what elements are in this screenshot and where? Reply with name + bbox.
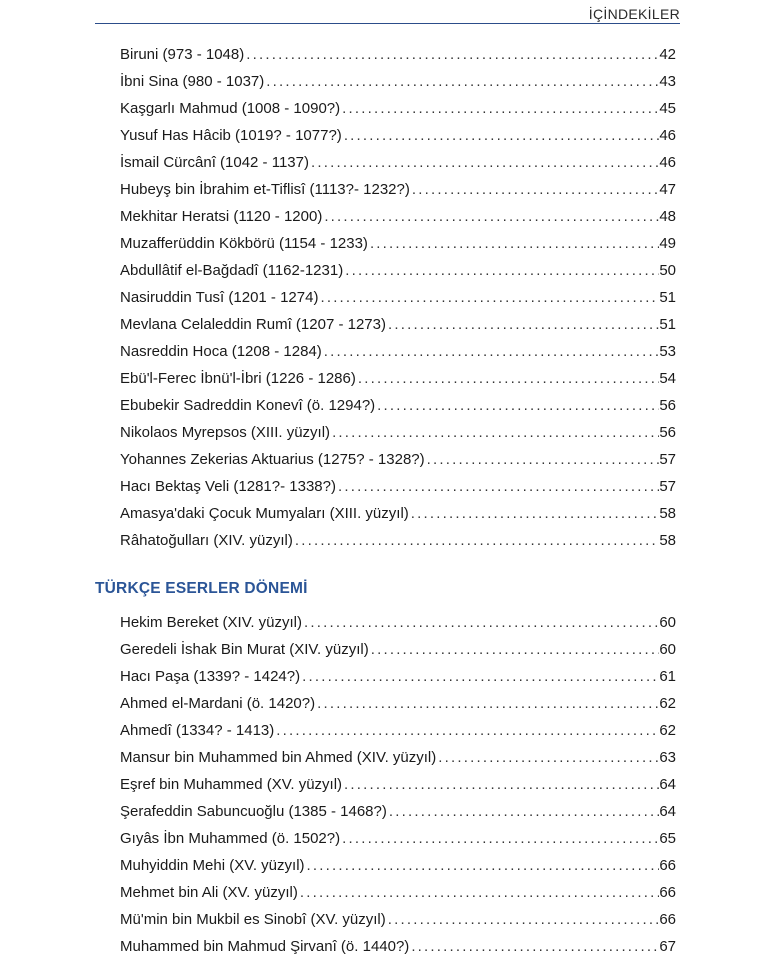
dot-leader (338, 473, 659, 500)
dot-leader (388, 906, 660, 933)
toc-entry-page: 66 (659, 857, 676, 874)
toc-entry[interactable] (120, 771, 676, 798)
toc-entry-title: Şerafeddin Sabuncuoğlu (1385 - 1468?) (120, 803, 387, 820)
toc-entry[interactable] (120, 365, 676, 392)
dot-leader (300, 879, 659, 906)
dot-leader (344, 122, 660, 149)
dot-leader (276, 717, 659, 744)
dot-leader (345, 257, 659, 284)
toc-entry-title: Amasya'daki Çocuk Mumyaları (XIII. yüzyıl) (120, 505, 409, 522)
toc-entry-page: 46 (659, 127, 676, 144)
toc-entry-page: 42 (659, 46, 676, 63)
toc-entry-page: 50 (659, 262, 676, 279)
toc-entry[interactable] (120, 122, 676, 149)
toc-entry-page: 64 (659, 803, 676, 820)
toc-entry-title: Nasreddin Hoca (1208 - 1284) (120, 343, 322, 360)
dot-leader (324, 203, 659, 230)
dot-leader (389, 798, 659, 825)
toc-entry[interactable] (120, 149, 676, 176)
toc-entry-page: 61 (659, 668, 676, 685)
toc-entry[interactable] (120, 636, 676, 663)
toc-entry-page: 56 (659, 397, 676, 414)
toc-entry[interactable] (120, 311, 676, 338)
toc-entry-page: 64 (659, 776, 676, 793)
toc-entry-page: 46 (659, 154, 676, 171)
toc-entry[interactable] (120, 95, 676, 122)
toc-entry[interactable] (120, 690, 676, 717)
toc-entry-title: Muhammed bin Mahmud Şirvanî (ö. 1440?) (120, 938, 410, 955)
toc-entry[interactable] (120, 230, 676, 257)
toc-entry-page: 51 (659, 289, 676, 306)
toc-entry-title: Biruni (973 - 1048) (120, 46, 245, 63)
toc-entry[interactable] (120, 527, 676, 554)
toc-entry-page: 65 (659, 830, 676, 847)
toc-entry[interactable] (120, 879, 676, 906)
dot-leader (324, 338, 660, 365)
toc-entry-page: 67 (659, 938, 676, 955)
toc-entry-title: Muzafferüddin Kökbörü (1154 - 1233) (120, 235, 368, 252)
dot-leader (344, 771, 659, 798)
toc-entry-page: 62 (659, 695, 676, 712)
toc-entry[interactable] (120, 446, 676, 473)
running-header-title: İÇİNDEKİLER (588, 6, 680, 22)
toc-entry-title: Hubeyş bin İbrahim et-Tiflisî (1113?- 1232?) (120, 181, 410, 198)
toc-entry-title: Mekhitar Heratsi (1120 - 1200) (120, 208, 323, 225)
toc-entry[interactable] (120, 419, 676, 446)
toc-entry-title: Mehmet bin Ali (XV. yüzyıl) (120, 884, 298, 901)
toc-entry-title: Ebubekir Sadreddin Konevî (ö. 1294?) (120, 397, 376, 414)
toc-list (120, 41, 676, 554)
toc-entry-page: 47 (659, 181, 676, 198)
toc-entry[interactable] (120, 203, 676, 230)
toc-entry-page: 51 (659, 316, 676, 333)
dot-leader (302, 663, 659, 690)
toc-entry[interactable] (120, 825, 676, 852)
toc-entry-title: İsmail Cürcânî (1042 - 1137) (120, 154, 309, 171)
toc-entry[interactable] (120, 176, 676, 203)
toc-entry[interactable] (120, 392, 676, 419)
toc-entry-page: 66 (659, 911, 676, 928)
dot-leader (332, 419, 659, 446)
toc-entry-title: Râhatoğulları (XIV. yüzyıl) (120, 532, 293, 549)
toc-entry-title: Mansur bin Muhammed bin Ahmed (XIV. yüzyıl) (120, 749, 437, 766)
toc-entry-page: 66 (659, 884, 676, 901)
toc-entry[interactable] (120, 906, 676, 933)
dot-leader (412, 176, 659, 203)
toc-entry-title: Yohannes Zekerias Aktuarius (1275? - 1328?) (120, 451, 425, 468)
toc-entry[interactable] (120, 744, 676, 771)
toc-entry-title: Ebü'l-Ferec İbnü'l-İbri (1226 - 1286) (120, 370, 356, 387)
toc-entry-page: 45 (659, 100, 676, 117)
toc-entry-page: 58 (659, 505, 676, 522)
toc-entry[interactable] (120, 609, 676, 636)
dot-leader (295, 527, 659, 554)
toc-entry-page: 48 (659, 208, 676, 225)
toc-entry[interactable] (120, 257, 676, 284)
dot-leader (342, 825, 659, 852)
toc-entry-page: 60 (659, 641, 676, 658)
dot-leader (266, 68, 659, 95)
toc-entry[interactable] (120, 473, 676, 500)
dot-leader (371, 636, 660, 663)
toc-entry[interactable] (120, 500, 676, 527)
toc-entry-title: Kaşgarlı Mahmud (1008 - 1090?) (120, 100, 341, 117)
toc-entry-title: Geredeli İshak Bin Murat (XIV. yüzyıl) (120, 641, 369, 658)
toc-entry-page: 63 (659, 749, 676, 766)
toc-entry-title: Mü'min bin Mukbil es Sinobî (XV. yüzyıl) (120, 911, 386, 928)
toc-entry-title: Nasiruddin Tusî (1201 - 1274) (120, 289, 319, 306)
toc-entry-page: 54 (659, 370, 676, 387)
dot-leader (320, 284, 659, 311)
toc-entry-page: 58 (659, 532, 676, 549)
dot-leader (317, 690, 659, 717)
toc-entry-title: Gıyâs İbn Muhammed (ö. 1502?) (120, 830, 341, 847)
toc-entry-title: Ahmed el-Mardani (ö. 1420?) (120, 695, 316, 712)
toc-entry-title: Yusuf Has Hâcib (1019? - 1077?) (120, 127, 342, 144)
dot-leader (307, 852, 660, 879)
toc-entry-page: 43 (659, 73, 676, 90)
toc-entry-page: 56 (659, 424, 676, 441)
toc-entry[interactable] (120, 798, 676, 825)
toc-entry-title: Nikolaos Myrepsos (XIII. yüzyıl) (120, 424, 331, 441)
toc-entry-page: 62 (659, 722, 676, 739)
toc-entry-title: Hacı Bektaş Veli (1281?- 1338?) (120, 478, 336, 495)
toc-entry-title: Hacı Paşa (1339? - 1424?) (120, 668, 301, 685)
dot-leader (370, 230, 659, 257)
dot-leader (304, 609, 659, 636)
toc-entry[interactable] (120, 41, 676, 68)
toc-list (120, 609, 676, 960)
dot-leader (246, 41, 659, 68)
dot-leader (342, 95, 659, 122)
header-rule (95, 23, 680, 24)
toc-entry-page: 53 (659, 343, 676, 360)
toc-entry-page: 57 (659, 451, 676, 468)
section-heading: TÜRKÇE ESERLER DÖNEMİ (95, 580, 308, 597)
dot-leader (311, 149, 659, 176)
toc-entry-title: Ahmedî (1334? - 1413) (120, 722, 275, 739)
toc-entry-title: Mevlana Celaleddin Rumî (1207 - 1273) (120, 316, 386, 333)
toc-entry[interactable] (120, 663, 676, 690)
toc-entry-title: İbni Sina (980 - 1037) (120, 73, 265, 90)
toc-entry-title: Hekim Bereket (XIV. yüzyıl) (120, 614, 302, 631)
toc-entry[interactable] (120, 284, 676, 311)
dot-leader (438, 744, 659, 771)
toc-entry-title: Eşref bin Muhammed (XV. yüzyıl) (120, 776, 343, 793)
toc-entry-title: Muhyiddin Mehi (XV. yüzyıl) (120, 857, 305, 874)
dot-leader (411, 933, 659, 960)
toc-entry-page: 57 (659, 478, 676, 495)
toc-entry-page: 49 (659, 235, 676, 252)
toc-entry[interactable] (120, 338, 676, 365)
dot-leader (377, 392, 659, 419)
dot-leader (388, 311, 659, 338)
toc-entry[interactable] (120, 68, 676, 95)
toc-entry-title: Abdullâtif el-Bağdadî (1162-1231) (120, 262, 344, 279)
dot-leader (358, 365, 659, 392)
toc-entry[interactable] (120, 717, 676, 744)
toc-entry[interactable] (120, 933, 676, 960)
dot-leader (427, 446, 660, 473)
toc-entry[interactable] (120, 852, 676, 879)
toc-entry-page: 60 (659, 614, 676, 631)
dot-leader (411, 500, 660, 527)
